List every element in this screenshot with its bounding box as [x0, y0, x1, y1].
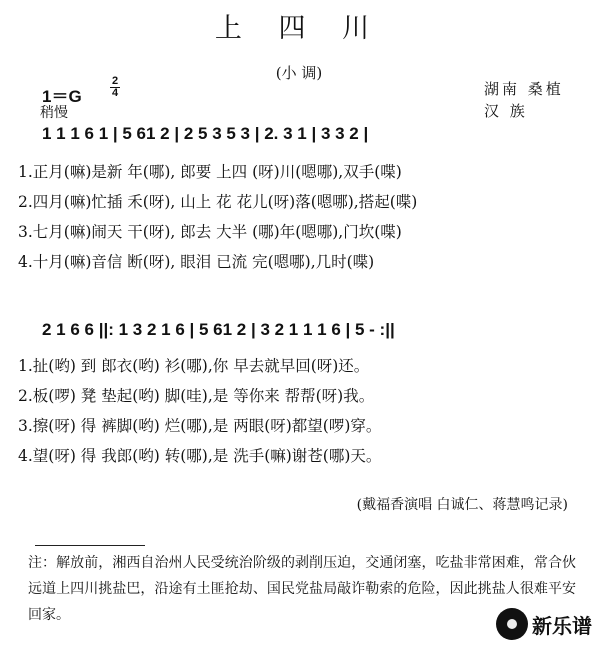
song-genre: (小 调) — [275, 64, 323, 82]
lyric-line-2-verse-1: 1.扯(哟) 到 郎衣(哟) 衫(哪),你 早去就早回(呀)还。 — [18, 357, 370, 375]
lyric-line-2-verse-2: 2.板(啰) 凳 垫起(哟) 脚(哇),是 等你来 帮帮(呀)我。 — [18, 387, 375, 405]
lyric-line-1-verse-1: 1.正月(嘛)是新 年(哪), 郎要 上四 (呀)川(嗯哪),双手(喋) — [18, 163, 402, 181]
watermark-text: 新乐谱 — [532, 613, 592, 638]
lyric-line-1-verse-3: 3.七月(嘛)闹天 干(呀), 郎去 大半 (哪)年(嗯哪),门坎(喋) — [18, 223, 402, 241]
time-signature-bottom: 4 — [111, 87, 119, 99]
lyric-line-2-verse-4: 4.望(呀) 得 我郎(哟) 转(哪),是 洗手(嘛)谢苍(哪)天。 — [18, 447, 382, 465]
song-title: 上 四 川 — [214, 13, 384, 44]
lyric-line-2-verse-3: 3.擦(呀) 得 裤脚(哟) 烂(哪),是 两眼(呀)都望(啰)穿。 — [18, 417, 382, 435]
notation-line-2: 2 1 6 6 ||: 1 3 2 1 6 | 5 61 2 | 3 2 1 1 1 6 | 5 - :|| — [42, 320, 395, 339]
notation-line-1: 1 1 1 6 1 | 5 61 2 | 2 5 3 5 3 | 2. 3 1 | 3 3 2 | — [42, 124, 369, 143]
watermark-logo — [496, 608, 592, 640]
time-signature — [110, 76, 120, 98]
ethnic-group: 汉 族 — [484, 102, 528, 120]
performer-credit: (戴福香演唱 白诚仁、蒋慧鸣记录) — [356, 497, 568, 513]
lyric-line-1-verse-2: 2.四月(嘛)忙插 禾(呀), 山上 花 花儿(呀)落(嗯哪),搭起(喋) — [18, 193, 418, 211]
footnote-divider — [35, 545, 145, 546]
key-signature: 1＝G — [42, 87, 82, 106]
music-disc-icon — [496, 608, 528, 640]
footnote-text: 注：解放前，湘西自治州人民受统治阶级的剥削压迫，交通闭塞，吃盐非常困难，常合伙远道上四川挑盐巴，沿途有土匪抢劫、国民党盐局敲诈勒索的危险，因此挑盐人很难平安回家。 — [28, 555, 576, 623]
lyric-line-1-verse-4: 4.十月(嘛)音信 断(呀), 眼泪 已流 完(嗯哪),几时(喋) — [18, 253, 375, 271]
time-signature-top: 2 — [111, 75, 119, 87]
origin-region: 湖南 桑植 — [484, 80, 564, 98]
tempo-marking: 稍慢 — [40, 105, 68, 121]
